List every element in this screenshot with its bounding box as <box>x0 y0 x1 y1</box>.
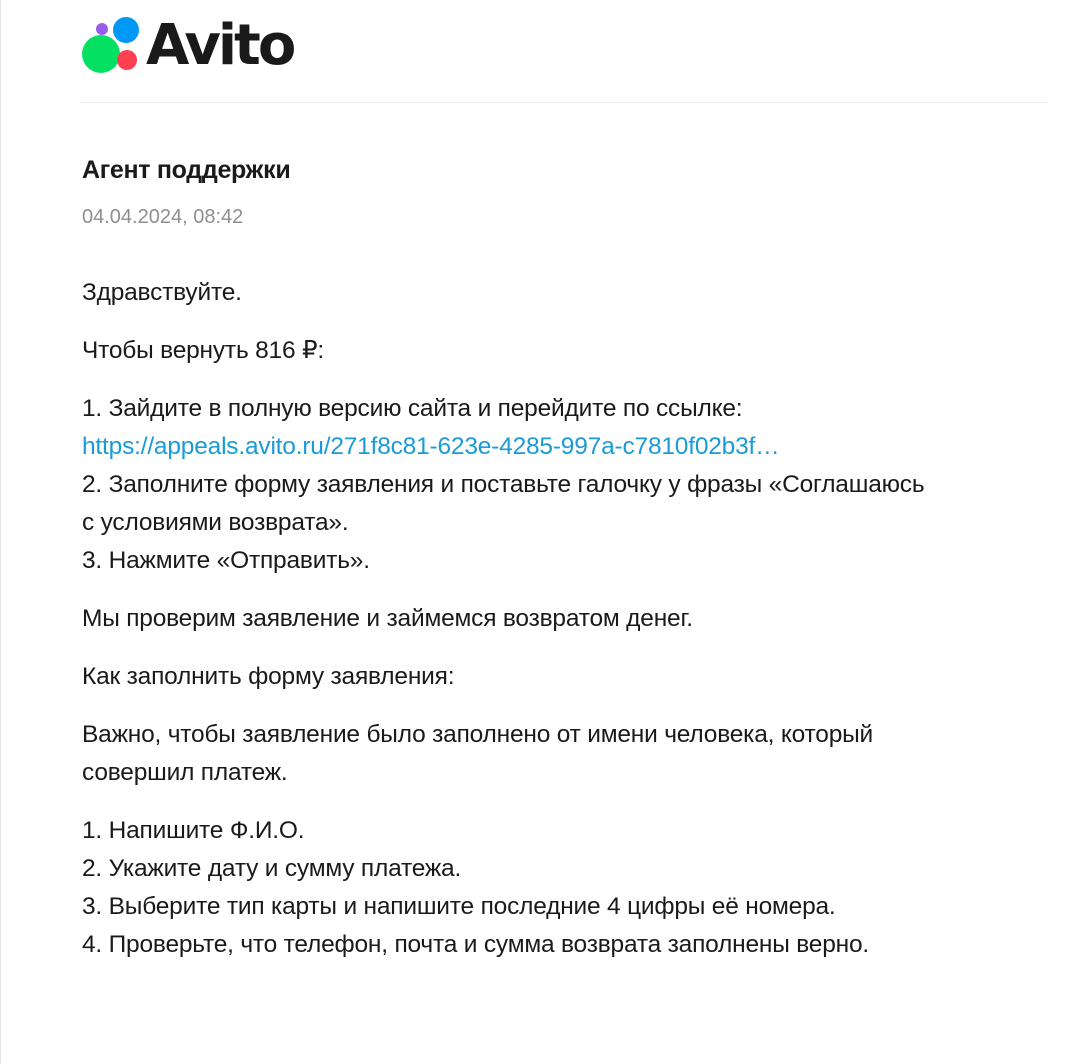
logo-dot-purple <box>96 23 108 35</box>
avito-dots-icon[interactable] <box>80 15 142 77</box>
how-to-title: Как заполнить форму заявления: <box>82 663 455 690</box>
form-step-4: 4. Проверьте, что телефон, почта и сумма возврата заполнены верно. <box>82 931 870 958</box>
appeal-link[interactable]: https://appeals.avito.ru/271f8c81-623e-4285-997a-c7810f02b3f… <box>82 433 780 460</box>
logo-dot-blue <box>113 17 139 43</box>
avito-logo-text[interactable]: Avito <box>146 13 294 78</box>
page-left-border <box>0 0 1 1064</box>
return-step-2-line-1: 2. Заполните форму заявления и поставьте галочку у фразы «Соглашаюсь <box>82 471 925 498</box>
sender-name: Агент поддержки <box>82 156 291 184</box>
logo-dot-red <box>117 50 137 70</box>
message-body <box>82 274 1050 984</box>
important-note-line-1: Важно, чтобы заявление было заполнено от имени человека, который <box>82 721 874 748</box>
important-note <box>82 716 1050 792</box>
refund-intro-text: Чтобы вернуть 816 ₽: <box>82 337 324 364</box>
form-step-3: 3. Выберите тип карты и напишите последние 4 цифры её номера. <box>82 893 836 920</box>
form-step-2: 2. Укажите дату и сумму платежа. <box>82 855 462 882</box>
return-step-3: 3. Нажмите «Отправить». <box>82 547 370 574</box>
greeting-text: Здравствуйте. <box>82 279 242 306</box>
after-check-text: Мы проверим заявление и займемся возвратом денег. <box>82 605 693 632</box>
important-note-line-2: совершил платеж. <box>82 759 288 786</box>
return-step-2-line-2: с условиями возврата». <box>82 509 349 536</box>
form-steps <box>82 812 1050 964</box>
header-divider <box>80 102 1048 103</box>
app-header <box>80 14 293 78</box>
return-steps <box>82 390 1050 580</box>
message-timestamp: 04.04.2024, 08:42 <box>82 206 244 228</box>
return-step-1: 1. Зайдите в полную версию сайта и перейдите по ссылке: <box>82 395 743 422</box>
form-step-1: 1. Напишите Ф.И.О. <box>82 817 305 844</box>
logo-dot-green <box>82 35 120 73</box>
